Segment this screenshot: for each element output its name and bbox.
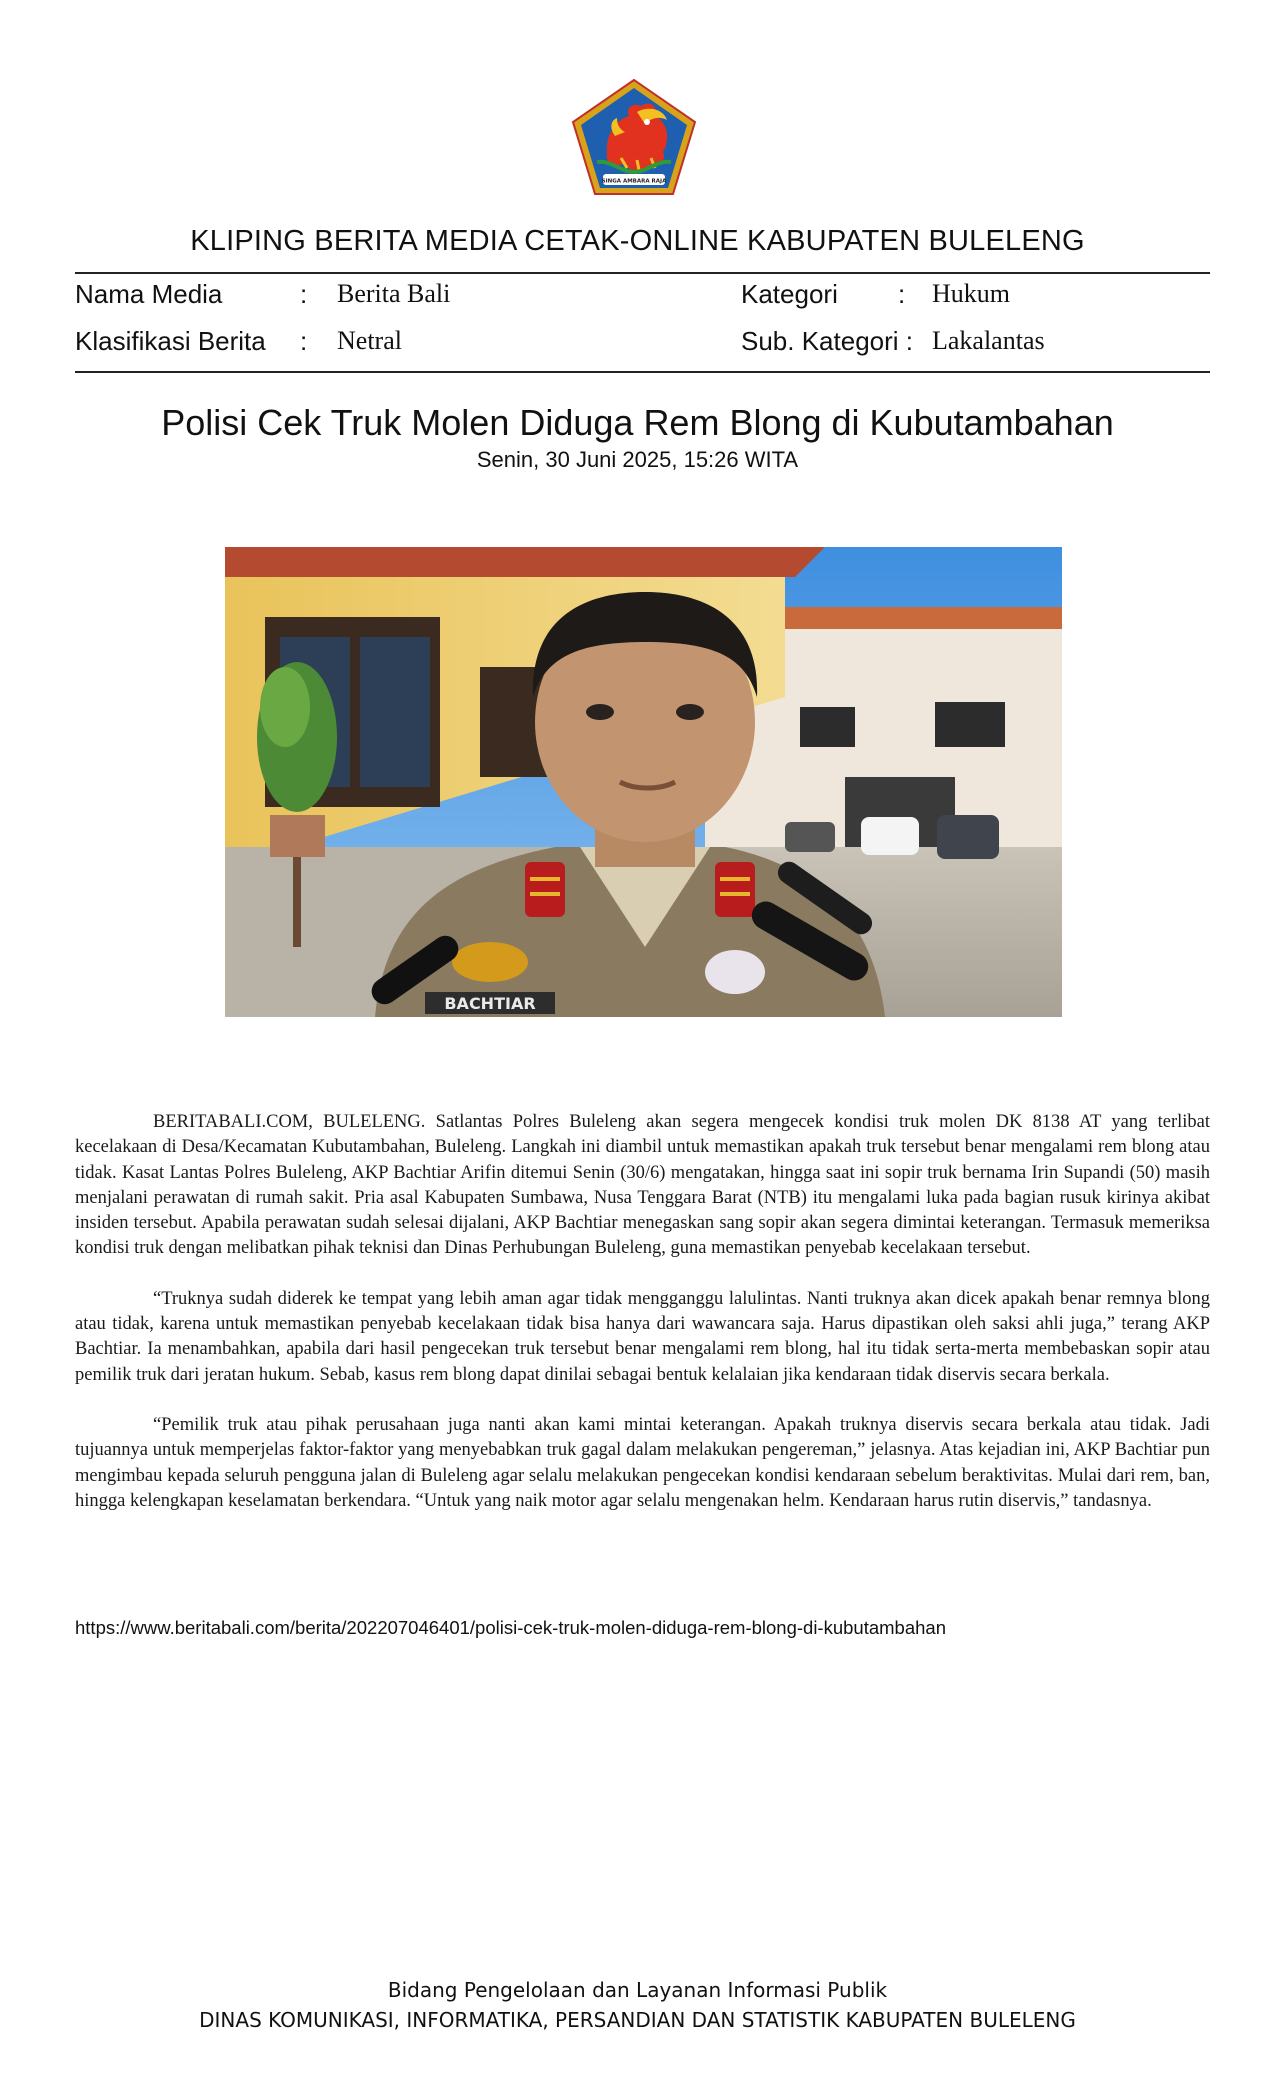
article-photo — [225, 547, 1062, 1017]
article-date: Senin, 30 Juni 2025, 15:26 WITA — [476, 447, 799, 472]
subcategory-value: Lakalantas — [932, 326, 1045, 355]
article-title: Polisi Cek Truk Molen Diduga Rem Blong di Kubutambahan — [161, 402, 1114, 443]
media-name-value: Berita Bali — [337, 279, 451, 308]
article-body — [75, 1110, 1210, 1539]
category-label: Kategori — [741, 279, 838, 309]
article-paragraph: “Truknya sudah diderek ke tempat yang lebih aman agar tidak mengganggu lalulintas. Nanti truknya akan dicek apakah benar remnya blong atau tidak, karena untuk memastikan penyebab kecelakaan tidak bisa hanya dari wawancara saja. Harus dipastikan oleh saksi ahli juga,” terang AKP Bachtiar. Ia menambahkan, apabila dari hasil pengecekan truk tersebut benar mengalami rem blong, hal itu tidak serta-merta membebaskan sopir atau pemilik truk dari jeratan hukum. Sebab, kasus rem blong dapat dinilai sebagai bentuk kelalaian jika kendaraan tidak diservis secara berkala. — [75, 1288, 1210, 1385]
officer-nameplate: BACHTIAR — [444, 994, 536, 1013]
subcategory-label: Sub. Kategori : — [741, 326, 913, 356]
header-divider-bottom — [75, 371, 1210, 373]
classification-colon: : — [300, 326, 308, 356]
buleleng-crest-logo — [567, 76, 701, 200]
classification-label: Klasifikasi Berita — [75, 326, 266, 356]
category-colon: : — [898, 279, 906, 309]
clipping-header-title: KLIPING BERITA MEDIA CETAK-ONLINE KABUPATEN BULELENG — [190, 225, 1085, 257]
media-name-label: Nama Media — [75, 279, 223, 309]
article-paragraph: “Pemilik truk atau pihak perusahaan juga nanti akan kami mintai keterangan. Apakah truknya diservis secara berkala atau tidak. Jadi tujuannya untuk memperjelas faktor-faktor yang menyebabkan truk gagal dalam melakukan pengereman,” jelasnya. Atas kejadian ini, AKP Bachtiar pun mengimbau kepada seluruh pengguna jalan di Buleleng agar selalu melakukan pengecekan kondisi kendaraan sebelum beraktivitas. Mulai dari rem, ban, hingga kelengkapan keselamatan berkendara. “Untuk yang naik motor agar selalu mengenakan helm. Kendaraan harus rutin diservis,” tandasnya. — [75, 1414, 1210, 1511]
classification-value: Netral — [337, 326, 402, 355]
header-divider-top — [75, 272, 1210, 274]
article-paragraph: BERITABALI.COM, BULELENG. Satlantas Polres Buleleng akan segera mengecek kondisi truk molen DK 8138 AT yang terlibat kecelakaan di Desa/Kecamatan Kubutambahan, Buleleng. Langkah ini diambil untuk memastikan apakah truk tersebut benar mengalami rem blong atau tidak. Kasat Lantas Polres Buleleng, AKP Bachtiar Arifin ditemui Senin (30/6) mengatakan, hingga saat ini sopir truk bernama Irin Supandi (50) masih menjalani perawatan di rumah sakit. Pria asal Kabupaten Sumbawa, Nusa Tenggara Barat (NTB) itu mengalami luka pada bagian rusuk kirinya akibat insiden tersebut. Apabila perawatan sudah selesai dijalani, AKP Bachtiar menegaskan sang sopir akan segera dimintai keterangan. Termasuk memeriksa kondisi truk dengan melibatkan pihak teknisi dan Dinas Perhubungan Buleleng, guna memastikan penyebab kecelakaan tersebut. — [75, 1112, 1210, 1259]
crest-motto: SINGA AMBARA RAJA — [601, 178, 667, 185]
crest-icon — [567, 76, 701, 200]
police-officer-photo-icon — [225, 547, 1062, 1017]
source-url-link[interactable]: https://www.beritabali.com/berita/202207046401/polisi-cek-truk-molen-diduga-rem-blong-di-kubutambahan — [75, 1617, 946, 1638]
category-value: Hukum — [932, 279, 1010, 308]
footer-agency: DINAS KOMUNIKASI, INFORMATIKA, PERSANDIAN DAN STATISTIK KABUPATEN BULELENG — [199, 2008, 1076, 2032]
footer-department: Bidang Pengelolaan dan Layanan Informasi Publik — [387, 1978, 888, 2002]
media-name-colon: : — [300, 279, 308, 309]
